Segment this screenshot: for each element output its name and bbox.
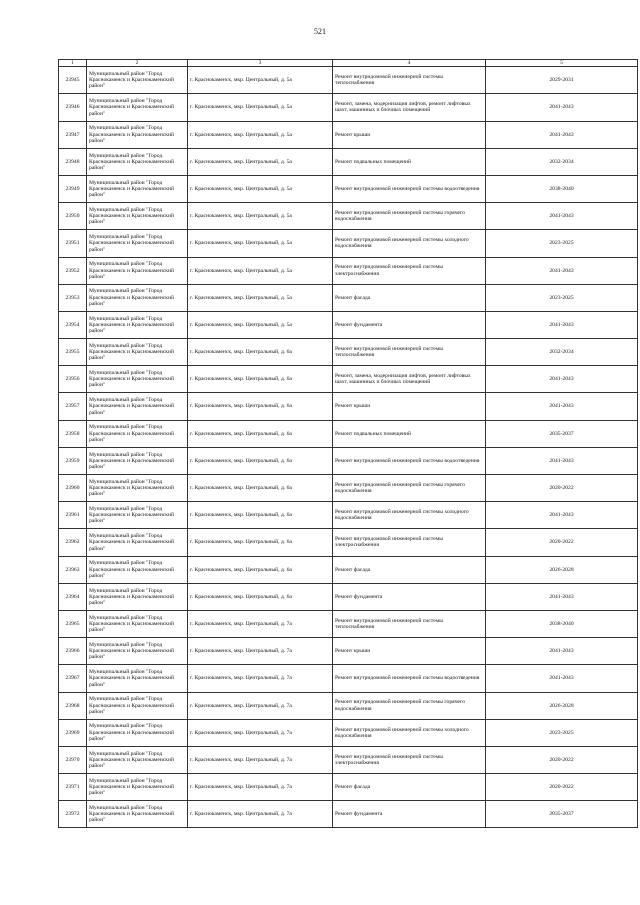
period-cell: 2041-2043 <box>486 94 638 121</box>
period-cell: 2020-2022 <box>486 774 638 801</box>
period-cell: 2023-2025 <box>486 719 638 746</box>
work-type-cell: Ремонт фундамента <box>333 801 486 828</box>
table-row <box>59 339 638 366</box>
row-number: 23954 <box>59 311 87 338</box>
row-number: 23951 <box>59 230 87 257</box>
address-cell: г. Краснокаменск, мкр. Центральный, д. 5а <box>188 257 333 284</box>
period-cell: 2041-2043 <box>486 583 638 610</box>
column-header: 4 <box>333 60 486 67</box>
period-cell: 2026-2028 <box>486 692 638 719</box>
row-number: 23966 <box>59 638 87 665</box>
address-cell: г. Краснокаменск, мкр. Центральный, д. 6а <box>188 583 333 610</box>
address-cell: г. Краснокаменск, мкр. Центральный, д. 5а <box>188 175 333 202</box>
work-type-cell: Ремонт подвальных помещений <box>333 420 486 447</box>
row-number: 23965 <box>59 610 87 637</box>
period-cell: 2041-2043 <box>486 257 638 284</box>
table-row <box>59 393 638 420</box>
period-cell: 2041-2043 <box>486 203 638 230</box>
work-type-cell: Ремонт внутридомовой инженерной системы холодного водоснабжения <box>333 230 486 257</box>
municipality-cell: Муниципальный район "Город Краснокаменск и Краснокаменский район" <box>87 610 188 637</box>
table-row <box>59 529 638 556</box>
address-cell: г. Краснокаменск, мкр. Центральный, д. 6а <box>188 475 333 502</box>
table-row <box>59 203 638 230</box>
address-cell: г. Краснокаменск, мкр. Центральный, д. 7а <box>188 801 333 828</box>
municipality-cell: Муниципальный район "Город Краснокаменск и Краснокаменский район" <box>87 366 188 393</box>
table-row <box>59 502 638 529</box>
period-cell: 2041-2043 <box>486 311 638 338</box>
period-cell: 2035-2037 <box>486 420 638 447</box>
address-cell: г. Краснокаменск, мкр. Центральный, д. 7а <box>188 774 333 801</box>
table-row <box>59 230 638 257</box>
work-type-cell: Ремонт, замена, модернизация лифтов, ремонт лифтовых шахт, машинных и блочных помещений <box>333 366 486 393</box>
address-cell: г. Краснокаменск, мкр. Центральный, д. 7а <box>188 665 333 692</box>
municipality-cell: Муниципальный район "Город Краснокаменск и Краснокаменский район" <box>87 502 188 529</box>
work-type-cell: Ремонт внутридомовой инженерной системы теплоснабжения <box>333 67 486 94</box>
row-number: 23946 <box>59 94 87 121</box>
table-row <box>59 148 638 175</box>
period-cell: 2029-2031 <box>486 67 638 94</box>
work-type-cell: Ремонт крыши <box>333 638 486 665</box>
address-cell: г. Краснокаменск, мкр. Центральный, д. 5а <box>188 148 333 175</box>
table-row <box>59 447 638 474</box>
row-number: 23957 <box>59 393 87 420</box>
work-type-cell: Ремонт внутридомовой инженерной системы водоотведения <box>333 447 486 474</box>
municipality-cell: Муниципальный район "Город Краснокаменск и Краснокаменский район" <box>87 774 188 801</box>
column-header: 2 <box>87 60 188 67</box>
municipality-cell: Муниципальный район "Город Краснокаменск и Краснокаменский район" <box>87 638 188 665</box>
work-type-cell: Ремонт фасада <box>333 284 486 311</box>
row-number: 23971 <box>59 774 87 801</box>
address-cell: г. Краснокаменск, мкр. Центральный, д. 7а <box>188 610 333 637</box>
municipality-cell: Муниципальный район "Город Краснокаменск и Краснокаменский район" <box>87 529 188 556</box>
column-header: 3 <box>188 60 333 67</box>
table-row <box>59 67 638 94</box>
period-cell: 2023-2025 <box>486 230 638 257</box>
work-type-cell: Ремонт подвальных помещений <box>333 148 486 175</box>
table-row <box>59 257 638 284</box>
row-number: 23950 <box>59 203 87 230</box>
municipality-cell: Муниципальный район "Город Краснокаменск и Краснокаменский район" <box>87 447 188 474</box>
municipality-cell: Муниципальный район "Город Краснокаменск и Краснокаменский район" <box>87 230 188 257</box>
period-cell: 2041-2043 <box>486 393 638 420</box>
row-number: 23967 <box>59 665 87 692</box>
period-cell: 2041-2043 <box>486 447 638 474</box>
municipality-cell: Муниципальный район "Город Краснокаменск и Краснокаменский район" <box>87 393 188 420</box>
work-type-cell: Ремонт внутридомовой инженерной системы электроснабжения <box>333 746 486 773</box>
address-cell: г. Краснокаменск, мкр. Центральный, д. 5а <box>188 121 333 148</box>
row-number: 23970 <box>59 746 87 773</box>
municipality-cell: Муниципальный район "Город Краснокаменск и Краснокаменский район" <box>87 339 188 366</box>
work-type-cell: Ремонт внутридомовой инженерной системы теплоснабжения <box>333 610 486 637</box>
period-cell: 2026-2028 <box>486 556 638 583</box>
work-type-cell: Ремонт внутридомовой инженерной системы горячего водоснабжения <box>333 203 486 230</box>
table-row <box>59 366 638 393</box>
row-number: 23964 <box>59 583 87 610</box>
municipality-cell: Муниципальный район "Город Краснокаменск и Краснокаменский район" <box>87 420 188 447</box>
row-number: 23968 <box>59 692 87 719</box>
municipality-cell: Муниципальный район "Город Краснокаменск и Краснокаменский район" <box>87 665 188 692</box>
address-cell: г. Краснокаменск, мкр. Центральный, д. 5а <box>188 230 333 257</box>
address-cell: г. Краснокаменск, мкр. Центральный, д. 6а <box>188 447 333 474</box>
work-type-cell: Ремонт внутридомовой инженерной системы электроснабжения <box>333 257 486 284</box>
municipality-cell: Муниципальный район "Город Краснокаменск и Краснокаменский район" <box>87 94 188 121</box>
row-number: 23949 <box>59 175 87 202</box>
row-number: 23947 <box>59 121 87 148</box>
municipality-cell: Муниципальный район "Город Краснокаменск и Краснокаменский район" <box>87 801 188 828</box>
work-type-cell: Ремонт фундамента <box>333 583 486 610</box>
municipality-cell: Муниципальный район "Город Краснокаменск и Краснокаменский район" <box>87 719 188 746</box>
address-cell: г. Краснокаменск, мкр. Центральный, д. 7а <box>188 638 333 665</box>
period-cell: 2041-2043 <box>486 665 638 692</box>
table-row <box>59 311 638 338</box>
column-header: 1 <box>59 60 87 67</box>
row-number: 23952 <box>59 257 87 284</box>
row-number: 23963 <box>59 556 87 583</box>
municipality-cell: Муниципальный район "Город Краснокаменск и Краснокаменский район" <box>87 746 188 773</box>
row-number: 23953 <box>59 284 87 311</box>
work-type-cell: Ремонт внутридомовой инженерной системы холодного водоснабжения <box>333 719 486 746</box>
period-cell: 2020-2022 <box>486 475 638 502</box>
period-cell: 2038-2040 <box>486 610 638 637</box>
municipality-cell: Муниципальный район "Город Краснокаменск и Краснокаменский район" <box>87 203 188 230</box>
row-number: 23961 <box>59 502 87 529</box>
municipality-cell: Муниципальный район "Город Краснокаменск и Краснокаменский район" <box>87 583 188 610</box>
address-cell: г. Краснокаменск, мкр. Центральный, д. 6а <box>188 502 333 529</box>
table-row <box>59 94 638 121</box>
table-row <box>59 610 638 637</box>
period-cell: 2041-2043 <box>486 366 638 393</box>
table-row <box>59 774 638 801</box>
address-cell: г. Краснокаменск, мкр. Центральный, д. 6а <box>188 420 333 447</box>
work-type-cell: Ремонт внутридомовой инженерной системы горячего водоснабжения <box>333 475 486 502</box>
municipality-cell: Муниципальный район "Город Краснокаменск и Краснокаменский район" <box>87 257 188 284</box>
municipality-cell: Муниципальный район "Город Краснокаменск и Краснокаменский район" <box>87 175 188 202</box>
address-cell: г. Краснокаменск, мкр. Центральный, д. 5а <box>188 284 333 311</box>
address-cell: г. Краснокаменск, мкр. Центральный, д. 6а <box>188 339 333 366</box>
row-number: 23959 <box>59 447 87 474</box>
period-cell: 2041-2043 <box>486 121 638 148</box>
municipality-cell: Муниципальный район "Город Краснокаменск и Краснокаменский район" <box>87 67 188 94</box>
row-number: 23960 <box>59 475 87 502</box>
municipality-cell: Муниципальный район "Город Краснокаменск и Краснокаменский район" <box>87 692 188 719</box>
table-row <box>59 475 638 502</box>
period-cell: 2038-2040 <box>486 175 638 202</box>
work-type-cell: Ремонт фундамента <box>333 311 486 338</box>
work-type-cell: Ремонт внутридомовой инженерной системы водоотведения <box>333 665 486 692</box>
work-type-cell: Ремонт крыши <box>333 393 486 420</box>
work-type-cell: Ремонт внутридомовой инженерной системы горячего водоснабжения <box>333 692 486 719</box>
header-row <box>59 60 638 67</box>
address-cell: г. Краснокаменск, мкр. Центральный, д. 7а <box>188 719 333 746</box>
address-cell: г. Краснокаменск, мкр. Центральный, д. 5а <box>188 67 333 94</box>
municipality-cell: Муниципальный район "Город Краснокаменск и Краснокаменский район" <box>87 284 188 311</box>
work-type-cell: Ремонт фасада <box>333 556 486 583</box>
period-cell: 2041-2043 <box>486 638 638 665</box>
row-number: 23956 <box>59 366 87 393</box>
table-row <box>59 284 638 311</box>
table-row <box>59 719 638 746</box>
address-cell: г. Краснокаменск, мкр. Центральный, д. 7а <box>188 692 333 719</box>
row-number: 23948 <box>59 148 87 175</box>
address-cell: г. Краснокаменск, мкр. Центральный, д. 6а <box>188 366 333 393</box>
column-header: 5 <box>486 60 638 67</box>
work-type-cell: Ремонт внутридомовой инженерной системы холодного водоснабжения <box>333 502 486 529</box>
table-row <box>59 746 638 773</box>
table-row <box>59 638 638 665</box>
address-cell: г. Краснокаменск, мкр. Центральный, д. 5а <box>188 203 333 230</box>
table-body <box>59 67 638 828</box>
table-row <box>59 692 638 719</box>
page-number: 521 <box>314 27 326 36</box>
table-row <box>59 801 638 828</box>
municipality-cell: Муниципальный район "Город Краснокаменск и Краснокаменский район" <box>87 556 188 583</box>
row-number: 23958 <box>59 420 87 447</box>
period-cell: 2020-2022 <box>486 529 638 556</box>
repair-schedule-table <box>58 59 638 828</box>
table-row <box>59 420 638 447</box>
row-number: 23945 <box>59 67 87 94</box>
table-row <box>59 556 638 583</box>
table-row <box>59 121 638 148</box>
row-number: 23962 <box>59 529 87 556</box>
work-type-cell: Ремонт фасада <box>333 774 486 801</box>
work-type-cell: Ремонт крыши <box>333 121 486 148</box>
table-header <box>59 60 638 67</box>
address-cell: г. Краснокаменск, мкр. Центральный, д. 5а <box>188 311 333 338</box>
municipality-cell: Муниципальный район "Город Краснокаменск и Краснокаменский район" <box>87 121 188 148</box>
address-cell: г. Краснокаменск, мкр. Центральный, д. 5а <box>188 94 333 121</box>
table-row <box>59 175 638 202</box>
row-number: 23969 <box>59 719 87 746</box>
period-cell: 2041-2043 <box>486 502 638 529</box>
address-cell: г. Краснокаменск, мкр. Центральный, д. 6а <box>188 393 333 420</box>
address-cell: г. Краснокаменск, мкр. Центральный, д. 7а <box>188 746 333 773</box>
municipality-cell: Муниципальный район "Город Краснокаменск и Краснокаменский район" <box>87 148 188 175</box>
period-cell: 2023-2025 <box>486 284 638 311</box>
municipality-cell: Муниципальный район "Город Краснокаменск и Краснокаменский район" <box>87 311 188 338</box>
period-cell: 2032-2034 <box>486 339 638 366</box>
table-row <box>59 583 638 610</box>
work-type-cell: Ремонт внутридомовой инженерной системы водоотведения <box>333 175 486 202</box>
row-number: 23955 <box>59 339 87 366</box>
row-number: 23972 <box>59 801 87 828</box>
municipality-cell: Муниципальный район "Город Краснокаменск и Краснокаменский район" <box>87 475 188 502</box>
address-cell: г. Краснокаменск, мкр. Центральный, д. 6а <box>188 529 333 556</box>
period-cell: 2035-2037 <box>486 801 638 828</box>
period-cell: 2032-2034 <box>486 148 638 175</box>
work-type-cell: Ремонт внутридомовой инженерной системы электроснабжения <box>333 529 486 556</box>
work-type-cell: Ремонт внутридомовой инженерной системы теплоснабжения <box>333 339 486 366</box>
table-row <box>59 665 638 692</box>
address-cell: г. Краснокаменск, мкр. Центральный, д. 6а <box>188 556 333 583</box>
period-cell: 2020-2022 <box>486 746 638 773</box>
work-type-cell: Ремонт, замена, модернизация лифтов, ремонт лифтовых шахт, машинных и блочных помещений <box>333 94 486 121</box>
